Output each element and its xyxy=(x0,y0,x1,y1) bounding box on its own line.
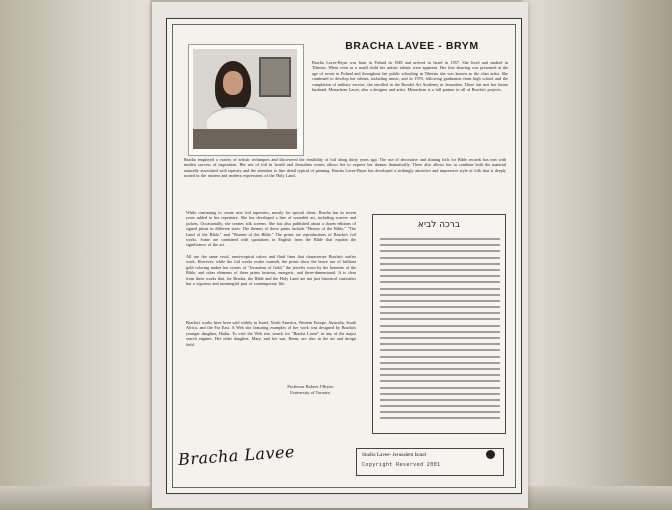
artist-signature: Bracha Lavee xyxy=(177,441,296,470)
bio-paragraph-5: Bracha's works have been sold widely in Israel, North America, Western Europe, Australia, South Africa, and the Far East. A Web site featuring examples of her work was designed by Bracha's younger daughter, Hadas. To visit the Web site, search for "Bracha Lavee" in any of the major search engines. Her older daughter, Mary, and her son, Reem, are also in the art and design field. xyxy=(186,320,356,347)
author-credit xyxy=(250,384,370,396)
painting-in-photo xyxy=(259,57,291,97)
copyright-notice: Copyright Reserved 2001 xyxy=(362,462,441,468)
artist-photo xyxy=(188,44,304,156)
studio-seal-icon xyxy=(486,450,495,459)
author-name: Professor Robert J Brym xyxy=(287,384,333,389)
bio-paragraph-3: While continuing to create new foil tapestries, mostly for special client, Bracha has in recent years added to her repertoire. She has developed a line of wearable art, including scarves and jackets. Occasionally, she creates silk screens. She has also published about a dozen editions of signed prints in different sizes. The themes of these prints include "Heroes of the Bible," "The Land of the Bible," and "Women of the Bible." The prints are reproductions of Bracha's foil works. Some are combined with quotations in English from the Bible that explain the significance of the art. xyxy=(186,210,356,248)
photo-wall-right xyxy=(522,0,672,510)
hebrew-title: ברכה לביא xyxy=(417,220,461,230)
bio-paragraph-2: Bracha employed a variety of artistic techniques and discovered the feasibility of foil along thirty years ago. The use of decorative and shining foils for Bible records has met with modest success of inspiration. Her use of foil in Israeli and Jerusalem scenes allows her to express her themes dramatically. There also allows her to combine both the material naturally associated with tapestry and the attention to fine detail typical of painting. Bracha Lavee-Brym has developed a strikingly attractive and impressive style of folk that is deeply rooted in the ancient and modern expressions of the Holy Land. xyxy=(184,157,506,179)
photo-wall-left xyxy=(0,0,150,510)
studio-label: Studio Lavee- Jerusalem Israel xyxy=(362,452,427,458)
page-title: BRACHA LAVEE - BRYM xyxy=(345,40,479,52)
bio-paragraph-4: All use the same vivid, semi-tropical colors and fluid lines that characterize Bracha's earlier work. However, while the foil works evoke warmth, the prints show the brave use of brilliant gold coloring makes her scenes of "Jerusalem of Gold," the jewelry worn by the heroines of the Bible, and other elements of these prints lustrous, energetic, and three-dimensional. It is clear from these works that, for Bracha, the Bible and the Holy Land are not just historical curiosities but a vigorous and meaningful part of contemporary life. xyxy=(186,254,356,287)
bio-paragraph-1: Bracha Lavee-Brym was born in Poland in 1948 and arrived in Israel in 1957. She lived and studied in Tiberias. When even as a small child her artistic talents were apparent. Her first drawing was presented at the age of seven in Poland and throughout her public schooling in Tiberias she was known as the class artist. She continued to develop her talents, including music, and in 1970, following graduation from high school and the completion of military service, she enrolled in the Bezalel Art Academy in Jerusalem. There she met her future husband, Menachem Lavee, also a designer and artist. Menachem is a full partner in all of Bracha's projects. xyxy=(312,60,508,93)
hebrew-body-text xyxy=(380,238,500,424)
author-affiliation: University of Toronto xyxy=(290,390,330,395)
